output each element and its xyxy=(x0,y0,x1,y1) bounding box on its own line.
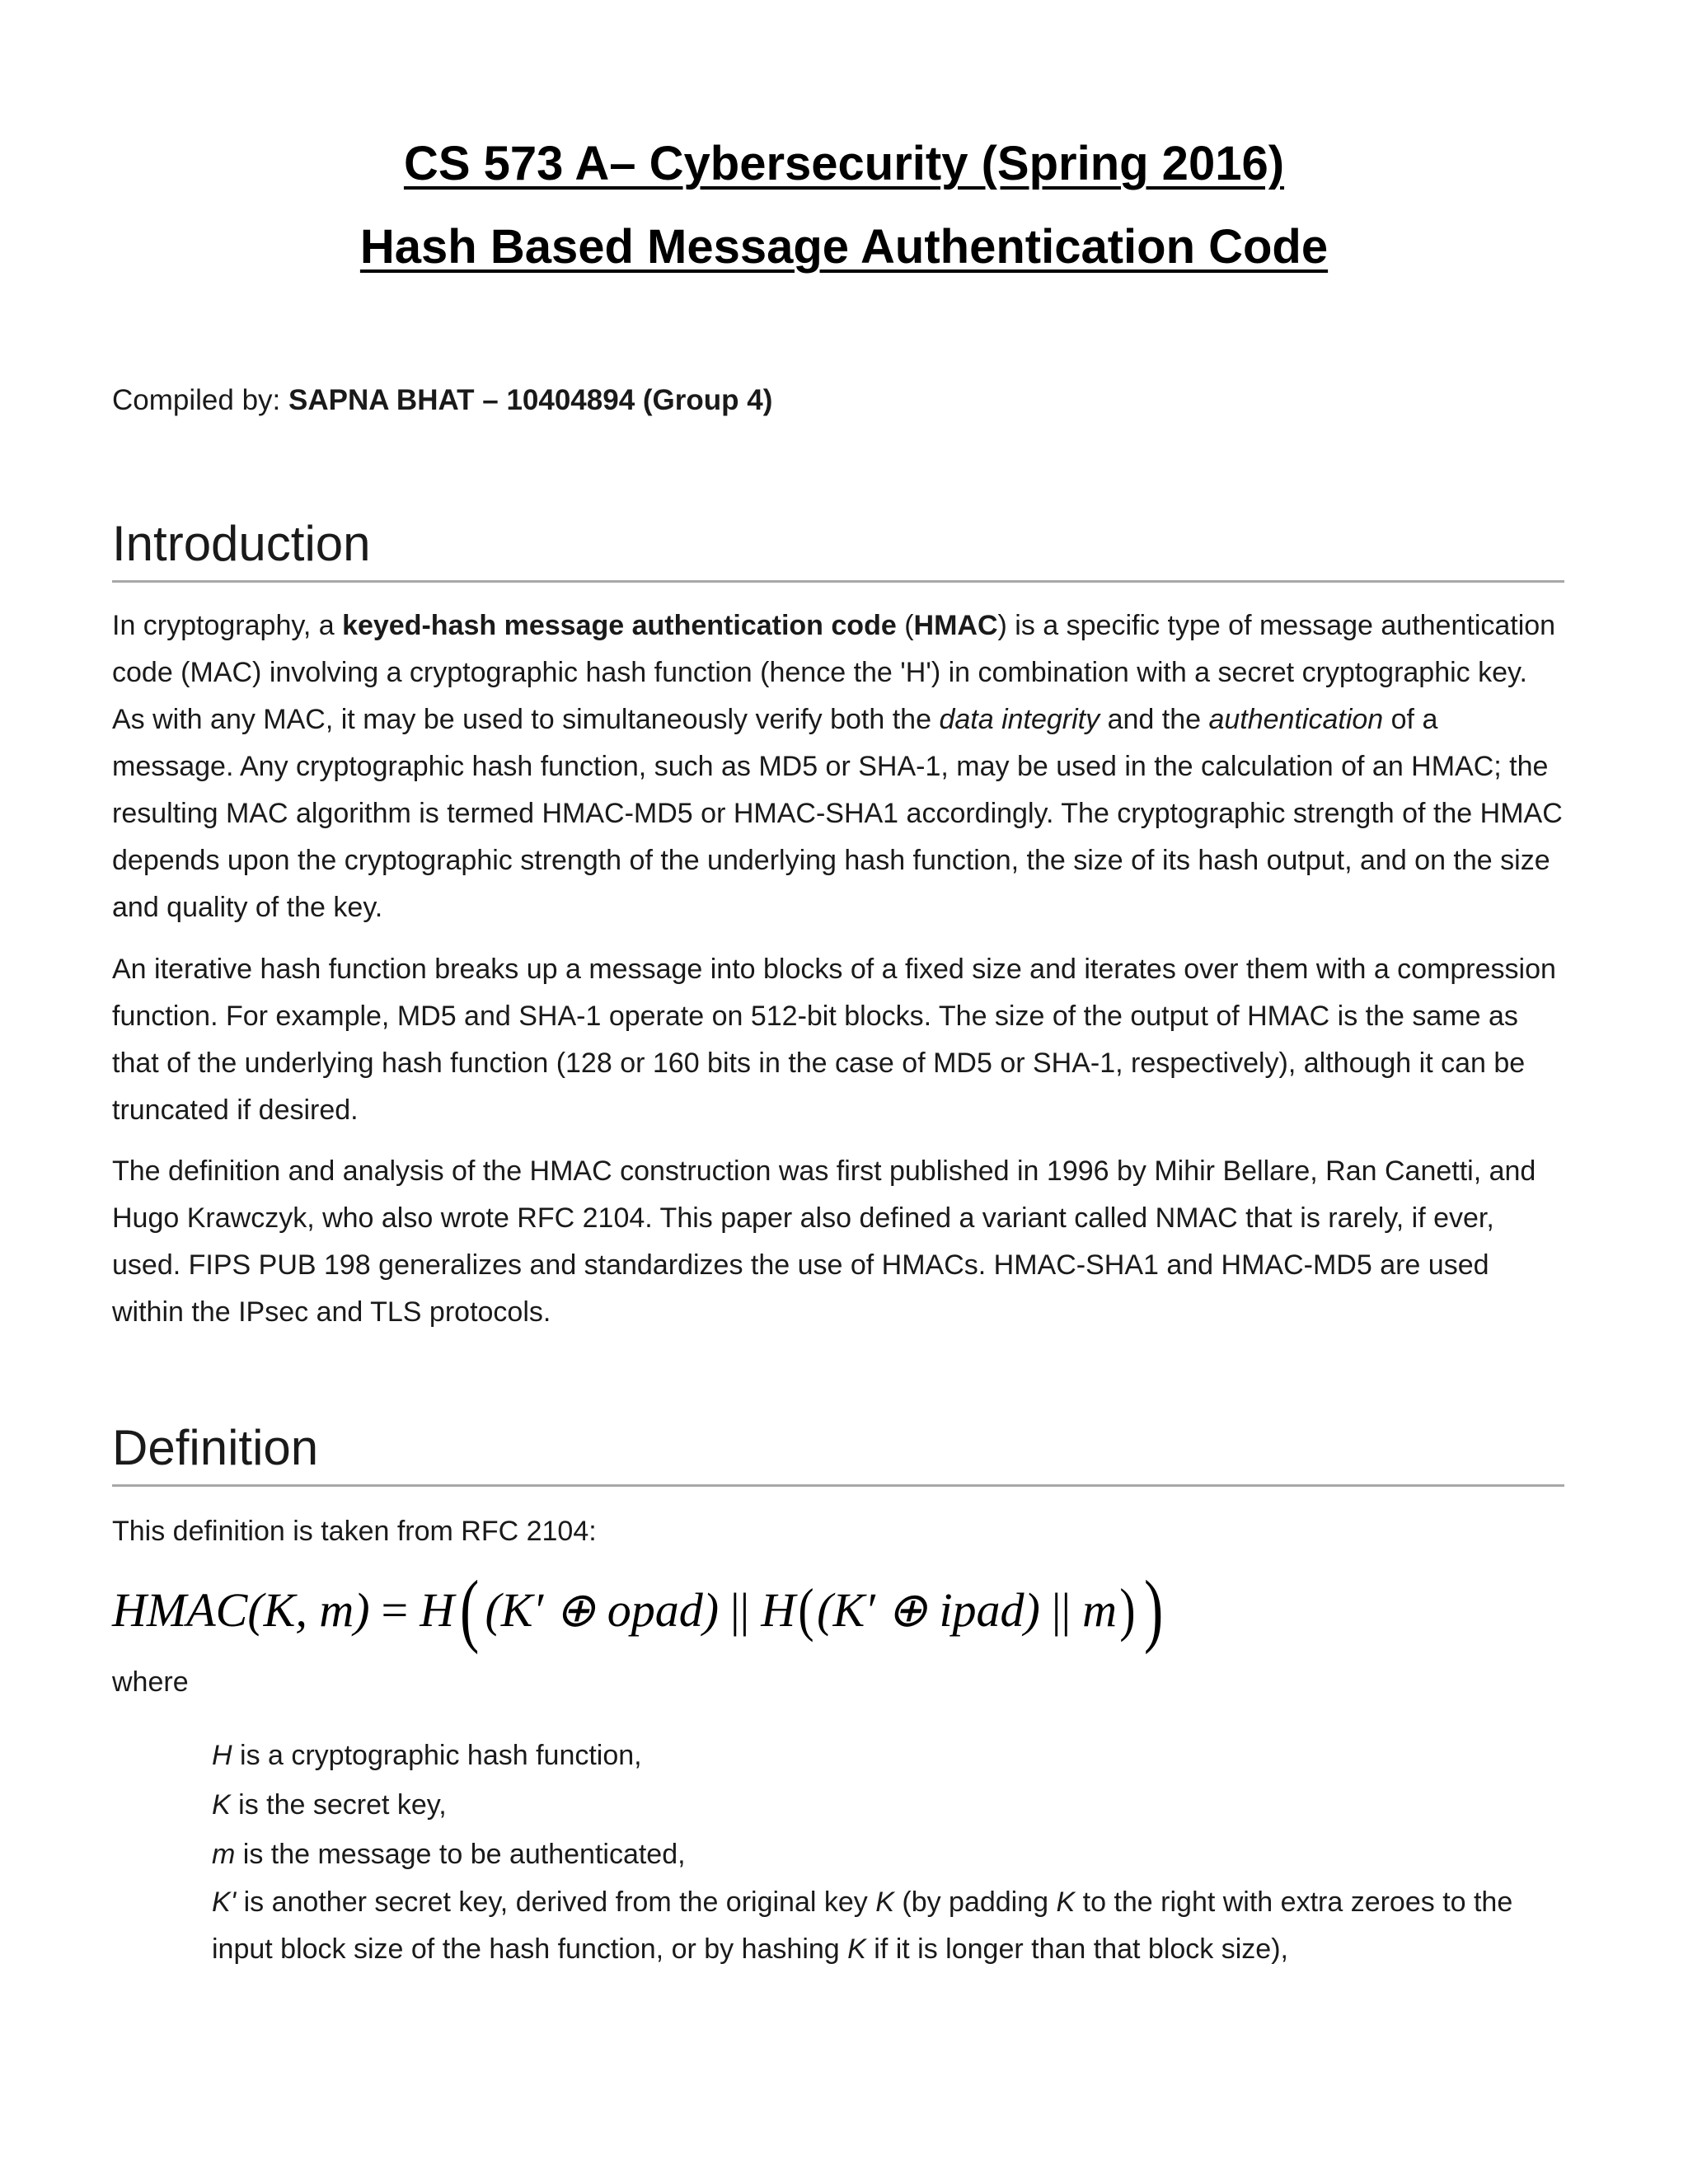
intro-paragraph-2: An iterative hash function breaks up a message into blocks of a fixed size and iterates over them with a compression function. For example, MD5 and SHA-1 operate on 512-bit blocks. The size of the output of HMAC is the same as that of the underlying hash function (128 or 160 bits in the case of MD5 or SHA-1, respectively), although it can be truncated if desired. xyxy=(112,954,1556,1126)
author-name: SAPNA BHAT – 10404894 (Group 4) xyxy=(288,384,773,416)
course-title: CS 573 A– Cybersecurity (Spring 2016) xyxy=(403,137,1285,190)
med-paren-close: ) xyxy=(1119,1576,1136,1643)
italic-term: authentication xyxy=(1208,704,1384,735)
text-run: and the xyxy=(1100,704,1209,735)
formula-message: m xyxy=(1082,1582,1117,1637)
symbol: K xyxy=(212,1789,231,1821)
list-item xyxy=(212,1879,1564,1973)
text-run: ) is a specific type of message authentication code (MAC) involving a cryptographic hash function (hence the 'H') in combination with a secret cryptographic key. As with any MAC, it may be used to simultaneously verify both the xyxy=(112,610,1556,735)
formula-hash-outer: H xyxy=(420,1582,455,1637)
compiled-by xyxy=(112,384,772,417)
symbol-description: is a cryptographic hash function, xyxy=(232,1740,642,1771)
document-title: Hash Based Message Authentication Code xyxy=(359,220,1329,274)
big-paren-close: ) xyxy=(1143,1563,1164,1655)
symbol: m xyxy=(212,1839,236,1870)
big-paren-open: ( xyxy=(460,1563,480,1655)
symbol-description: is the message to be authenticated, xyxy=(235,1839,686,1870)
introduction-heading: Introduction xyxy=(112,515,1564,583)
text-run: if it is longer than that block size), xyxy=(865,1933,1288,1965)
text-run: In cryptography, a xyxy=(112,610,343,641)
formula-concat: || xyxy=(730,1582,750,1637)
text-run: to the right with extra zeroes to the input block size of the hash function, or by hashing xyxy=(212,1886,1513,1965)
formula-hash-inner: H xyxy=(761,1582,796,1637)
formula-inner-pad: (K′ ⊕ ipad) xyxy=(817,1583,1040,1637)
formula-concat: || xyxy=(1051,1582,1071,1637)
compiled-by-label: Compiled by: xyxy=(112,384,288,416)
list-item xyxy=(212,1830,1564,1879)
list-item xyxy=(212,1780,1564,1830)
definition-source: This definition is taken from RFC 2104: xyxy=(112,1516,597,1547)
symbol: K xyxy=(847,1933,866,1965)
bold-term: keyed-hash message authentication code xyxy=(342,610,897,641)
definition-heading: Definition xyxy=(112,1419,1564,1487)
bold-term: HMAC xyxy=(913,610,998,641)
med-paren-open: ( xyxy=(798,1576,814,1643)
intro-paragraph-1 xyxy=(112,602,1564,931)
symbol: K xyxy=(875,1886,894,1918)
text-run: (by padding xyxy=(893,1886,1057,1918)
definition-list xyxy=(212,1731,1564,1973)
symbol: H xyxy=(212,1740,232,1771)
formula-outer-pad: (K′ ⊕ opad) xyxy=(485,1583,720,1637)
symbol: K' xyxy=(212,1886,237,1918)
symbol: K xyxy=(1056,1886,1076,1918)
formula-lhs: HMAC(K, m) xyxy=(112,1582,370,1637)
italic-term: data integrity xyxy=(939,704,1100,735)
text-run: of a message. Any cryptographic hash function, such as MD5 or SHA-1, may be used in the calculation of an HMAC; the resulting MAC algorithm is termed HMAC-MD5 or HMAC-SHA1 accordingly. The cryptographic strength of the HMAC depends upon the cryptographic strength of the underlying hash function, the size of its hash output, and on the size and quality of the key. xyxy=(112,704,1563,923)
hmac-formula xyxy=(112,1564,1169,1655)
text-run: is another secret key, derived from the original key xyxy=(236,1886,876,1918)
list-item xyxy=(212,1731,1564,1780)
where-label: where xyxy=(112,1666,189,1698)
symbol-description: is the secret key, xyxy=(230,1789,447,1821)
formula-equals: = xyxy=(381,1582,409,1637)
text-run: ( xyxy=(896,610,914,641)
intro-paragraph-3: The definition and analysis of the HMAC construction was first published in 1996 by Mihir Bellare, Ran Canetti, and Hugo Krawczyk, who also wrote RFC 2104. This paper also defined a variant called NMAC that is rarely, if ever, used. FIPS PUB 198 generalizes and standardizes the use of HMACs. HMAC-SHA1 and HMAC-MD5 are used within the IPsec and TLS protocols. xyxy=(112,1155,1536,1328)
